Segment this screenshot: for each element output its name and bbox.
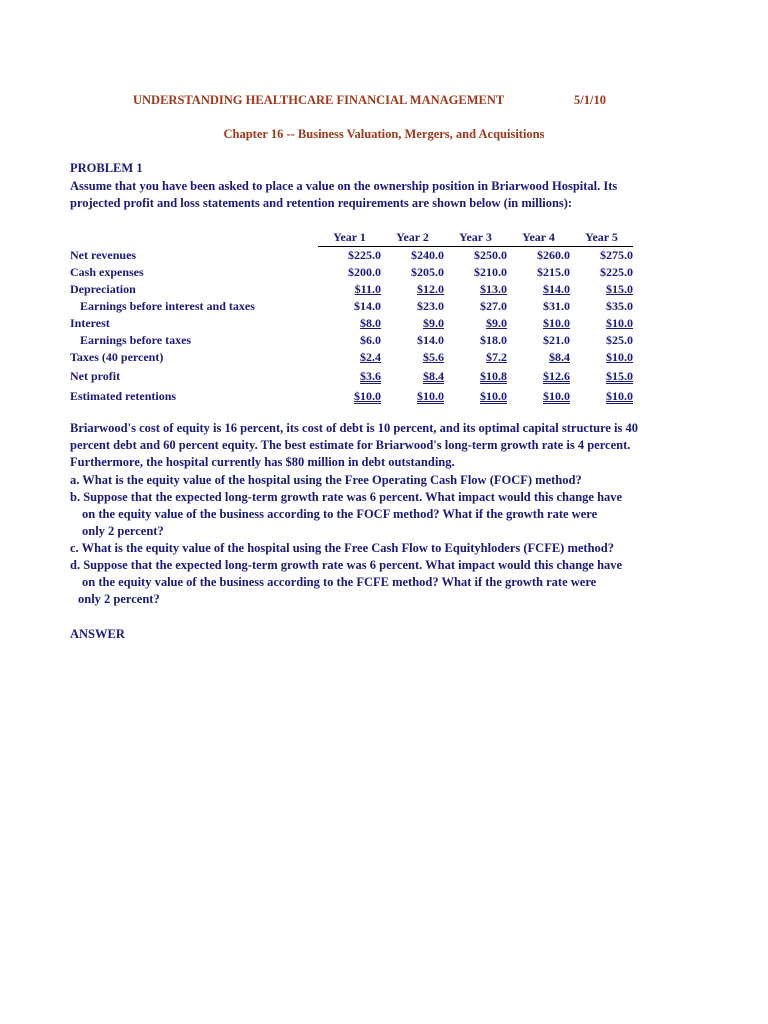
table-cell: $14.0 (354, 299, 381, 313)
question-a: a. What is the equity value of the hospital using the Free Operating Cash Flow (FOCF) method? (70, 473, 582, 487)
table-cell: $8.4 (549, 350, 570, 364)
question-d (70, 557, 650, 608)
table-cell: $2.4 (360, 350, 381, 364)
column-header: Year 1 (318, 229, 381, 247)
table-row (70, 298, 633, 315)
header-date: 5/1/10 (574, 93, 606, 107)
table-cell: $9.0 (486, 316, 507, 330)
problem-heading: PROBLEM 1 (70, 161, 143, 175)
table-cell: $13.0 (480, 282, 507, 296)
table-cell: $9.0 (423, 316, 444, 330)
row-label: Net profit (70, 368, 121, 383)
row-label: Cash expenses (70, 265, 144, 279)
column-header: Year 2 (381, 229, 444, 247)
table-cell: $10.0 (480, 388, 507, 403)
table-cell: $31.0 (543, 299, 570, 313)
table-cell: $225.0 (348, 248, 381, 262)
table-cell: $23.0 (417, 299, 444, 313)
financial-table (70, 229, 633, 406)
table-row (70, 315, 633, 332)
table-row (70, 247, 633, 265)
table-header-row (70, 229, 633, 247)
table-cell: $275.0 (600, 248, 633, 262)
table-row (70, 386, 633, 406)
question-d-line: on the equity value of the business according to the FCFE method? What if the growth rate were (82, 575, 597, 589)
table-cell: $10.0 (354, 388, 381, 403)
row-label: Net revenues (70, 247, 137, 262)
column-header: Year 3 (444, 229, 507, 247)
table-cell: $21.0 (543, 333, 570, 347)
table-row (70, 349, 633, 366)
table-cell: $250.0 (474, 248, 507, 262)
table-cell: $12.6 (543, 368, 570, 383)
row-label: Interest (70, 316, 110, 330)
table-row (70, 264, 633, 281)
chapter-title: Chapter 16 -- Business Valuation, Mergers, and Acquisitions (223, 127, 545, 141)
question-c: c. What is the equity value of the hospital using the Free Cash Flow to Equityhloders (FCFE) method? (70, 541, 615, 555)
table-row (70, 366, 633, 386)
table-cell: $15.0 (606, 368, 633, 383)
table-row (70, 332, 633, 349)
table-cell: $225.0 (600, 265, 633, 279)
question-d-line: d. Suppose that the expected long-term growth rate was 6 percent. What impact would this change have (70, 558, 623, 572)
problem-intro: Assume that you have been asked to place a value on the ownership position in Briarwood Hospital. Its projected profit and loss statements and retention requirements are shown below (in millions): (70, 179, 618, 210)
table-cell: $12.0 (417, 282, 444, 296)
table-cell: $11.0 (354, 282, 381, 296)
table-cell: $240.0 (411, 248, 444, 262)
table-cell: $25.0 (606, 333, 633, 347)
table-cell: $14.0 (543, 282, 570, 296)
row-label: Depreciation (70, 282, 136, 296)
table-cell: $205.0 (411, 265, 444, 279)
question-b-line: b. Suppose that the expected long-term growth rate was 6 percent. What impact would this change have (70, 490, 623, 504)
row-label: Earnings before interest and taxes (80, 299, 255, 313)
table-cell: $14.0 (417, 333, 444, 347)
table-cell: $215.0 (537, 265, 570, 279)
table-cell: $15.0 (606, 282, 633, 296)
table-cell: $3.6 (360, 368, 381, 383)
course-title: UNDERSTANDING HEALTHCARE FINANCIAL MANAGEMENT (133, 93, 505, 107)
table-cell: $7.2 (486, 350, 507, 364)
table-cell: $27.0 (480, 299, 507, 313)
table-cell: $18.0 (480, 333, 507, 347)
table-cell: $10.0 (606, 350, 633, 364)
table-cell: $210.0 (474, 265, 507, 279)
problem-paragraph: Briarwood's cost of equity is 16 percent, its cost of debt is 10 percent, and its optimal capital structure is 40 percent debt and 60 percent equity. The best estimate for Briarwood's long-term growth rate is 4 percent. Furthermore, the hospital currently has $80 million in debt outstanding. (70, 421, 639, 469)
table-cell: $10.0 (606, 388, 633, 403)
header-line (133, 93, 648, 108)
column-header: Year 5 (570, 229, 633, 247)
table-cell: $10.0 (543, 316, 570, 330)
question-b (70, 489, 650, 540)
table-cell: $10.0 (543, 388, 570, 403)
question-d-line: only 2 percent? (78, 592, 160, 606)
table-cell: $200.0 (348, 265, 381, 279)
table-cell: $8.4 (423, 368, 444, 383)
table-cell: $6.0 (360, 333, 381, 347)
table-cell: $10.0 (417, 388, 444, 403)
table-cell: $8.0 (360, 316, 381, 330)
table-cell: $10.0 (606, 316, 633, 330)
answer-heading: ANSWER (70, 627, 125, 641)
column-header: Year 4 (507, 229, 570, 247)
row-label: Estimated retentions (70, 388, 177, 403)
table-cell: $260.0 (537, 248, 570, 262)
question-b-line: only 2 percent? (82, 524, 164, 538)
table-cell: $5.6 (423, 350, 444, 364)
row-label: Taxes (40 percent) (70, 350, 164, 364)
question-b-line: on the equity value of the business according to the FOCF method? What if the growth rate were (82, 507, 598, 521)
table-cell: $10.8 (480, 368, 507, 383)
row-label: Earnings before taxes (80, 333, 192, 347)
table-cell: $35.0 (606, 299, 633, 313)
table-row (70, 281, 633, 298)
